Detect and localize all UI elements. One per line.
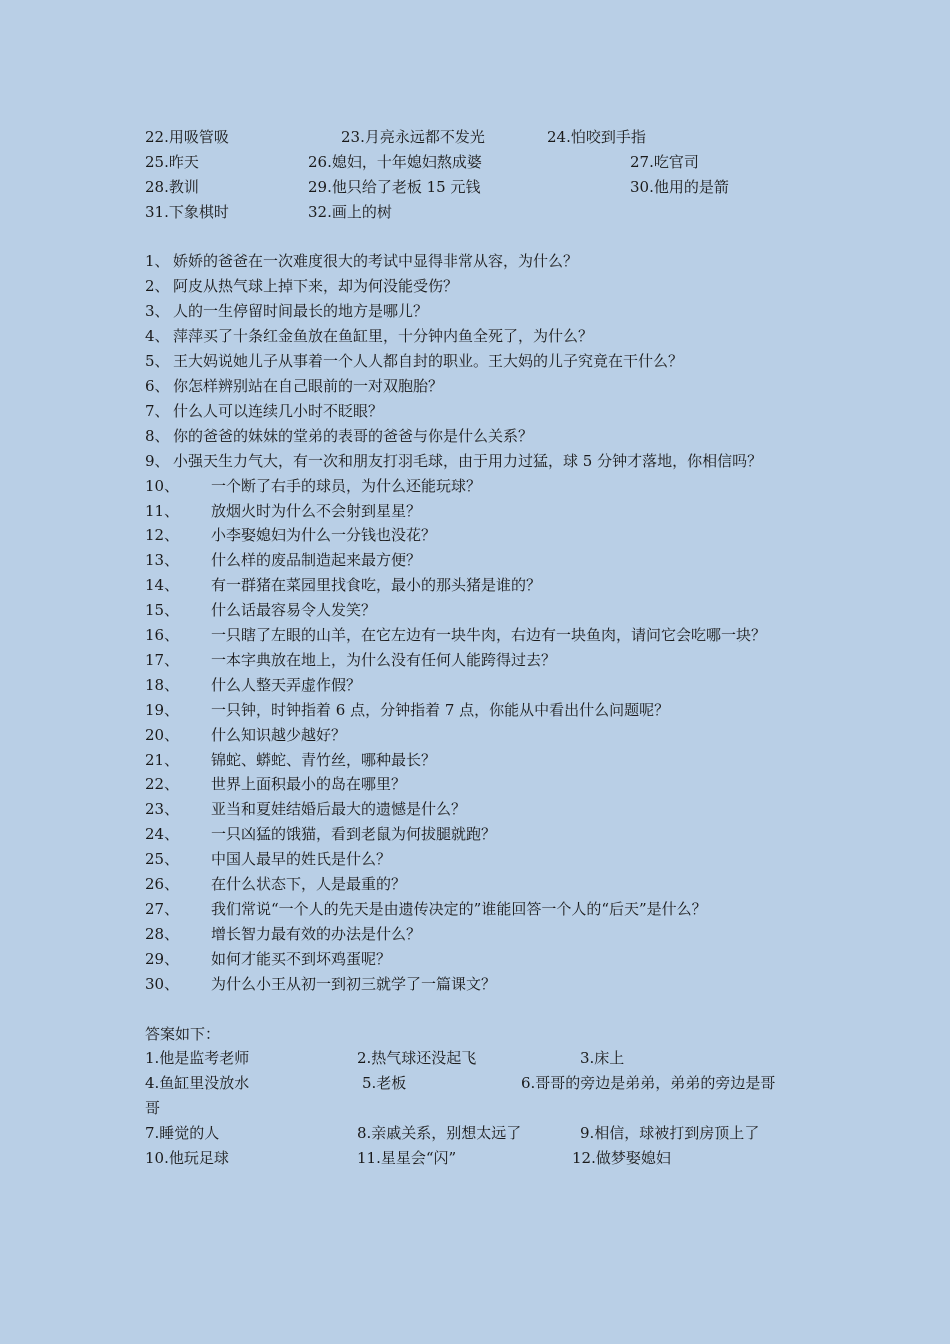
question-number: 20、 xyxy=(145,725,180,744)
answer-item: 10.他玩足球 xyxy=(145,1148,229,1167)
question-text: 为什么小王从初一到初三就学了一篇课文？ xyxy=(211,974,497,993)
question-item xyxy=(145,698,810,723)
question-item xyxy=(145,922,810,947)
answer-item: 25.昨天 xyxy=(145,152,199,171)
question-text: 小强天生力气大，有一次和朋友打羽毛球，由于用力过猛，球 5 分钟才落地，你相信吗？ xyxy=(173,451,763,470)
answer-item: 9.相信，球被打到房顶上了 xyxy=(580,1124,760,1143)
question-number: 27、 xyxy=(145,900,180,919)
question-text: 一本字典放在地上，为什么没有任何人能跨得过去？ xyxy=(211,650,557,669)
question-number: 22、 xyxy=(145,775,180,794)
question-number: 16、 xyxy=(145,626,180,645)
answer-item: 22.用吸管吸 xyxy=(145,128,229,146)
question-text: 增长智力最有效的办法是什么？ xyxy=(211,924,422,943)
question-number: 26、 xyxy=(145,875,180,894)
question-number: 4、 xyxy=(145,327,170,346)
top-answers-row-2 xyxy=(145,150,810,175)
question-item xyxy=(145,324,810,349)
question-text: 在什么状态下，人是最重的？ xyxy=(211,875,407,894)
answer-item: 29.他只给了老板 15 元钱 xyxy=(308,177,481,196)
question-text: 王大妈说她儿子从事着一个人人都自封的职业。王大妈的儿子究竟在干什么？ xyxy=(173,352,684,371)
document-content xyxy=(145,125,810,1171)
question-text: 什么样的废品制造起来最方便？ xyxy=(211,551,422,570)
question-number: 18、 xyxy=(145,675,180,694)
question-item xyxy=(145,499,810,524)
top-answers-row-4 xyxy=(145,200,810,225)
answers-row-3 xyxy=(145,1121,810,1146)
question-item xyxy=(145,623,810,648)
answer-item: 6.哥哥的旁边是弟弟，弟弟的旁边是哥 xyxy=(521,1074,776,1093)
question-item xyxy=(145,648,810,673)
question-item xyxy=(145,723,810,748)
question-number: 23、 xyxy=(145,800,180,819)
question-text: 小李娶媳妇为什么一分钱也没花？ xyxy=(211,526,437,545)
question-item xyxy=(145,847,810,872)
question-text: 我们常说“一个人的先天是由遗传决定的”谁能回答一个人的“后天”是什么？ xyxy=(211,900,707,919)
question-number: 25、 xyxy=(145,850,180,869)
answer-item: 1.他是监考老师 xyxy=(145,1049,250,1068)
question-text: 放烟火时为什么不会射到星星？ xyxy=(211,501,422,520)
question-item xyxy=(145,299,810,324)
answer-item: 12.做梦娶媳妇 xyxy=(572,1148,671,1167)
question-number: 2、 xyxy=(145,277,170,296)
question-text: 你怎样辨别站在自己眼前的一对双胞胎？ xyxy=(173,376,444,395)
answers-row-1 xyxy=(145,1046,810,1071)
question-number: 5、 xyxy=(145,352,170,371)
question-item xyxy=(145,523,810,548)
top-answers-row-1 xyxy=(145,125,810,150)
question-number: 21、 xyxy=(145,750,180,769)
question-item xyxy=(145,872,810,897)
question-item xyxy=(145,399,810,424)
question-text: 一个断了右手的球员，为什么还能玩球？ xyxy=(211,476,482,495)
question-text: 你的爸爸的妹妹的堂弟的表哥的爸爸与你是什么关系？ xyxy=(173,426,534,445)
question-number: 17、 xyxy=(145,650,180,669)
question-text: 锦蛇、蟒蛇、青竹丝，哪种最长？ xyxy=(211,750,437,769)
question-number: 11、 xyxy=(145,501,180,520)
answer-item: 11.星星会“闪” xyxy=(357,1148,457,1167)
answer-item: 24.怕咬到手指 xyxy=(547,128,646,146)
question-text: 人的一生停留时间最长的地方是哪儿？ xyxy=(173,302,429,321)
question-item xyxy=(145,374,810,399)
question-number: 29、 xyxy=(145,949,180,968)
answer-item: 2.热气球还没起飞 xyxy=(357,1049,477,1068)
question-item xyxy=(145,947,810,972)
question-number: 10、 xyxy=(145,476,180,495)
question-text: 如何才能买不到坏鸡蛋呢？ xyxy=(211,949,392,968)
question-item xyxy=(145,573,810,598)
answer-item: 31.下象棋时 xyxy=(145,202,229,221)
question-number: 14、 xyxy=(145,576,180,595)
question-text: 一只瞎了左眼的山羊，在它左边有一块牛肉，右边有一块鱼肉，请问它会吃哪一块？ xyxy=(211,626,767,645)
question-number: 15、 xyxy=(145,601,180,620)
question-text: 阿皮从热气球上掉下来，却为何没能受伤？ xyxy=(173,277,459,296)
question-item xyxy=(145,548,810,573)
spacer xyxy=(145,997,810,1022)
question-number: 6、 xyxy=(145,376,170,395)
question-item xyxy=(145,897,810,922)
question-item xyxy=(145,274,810,299)
question-item xyxy=(145,424,810,449)
question-item xyxy=(145,249,810,274)
question-item xyxy=(145,349,810,374)
answers-row-2 xyxy=(145,1071,810,1096)
answer-item: 26.媳妇，十年媳妇熬成婆 xyxy=(308,152,482,171)
question-number: 12、 xyxy=(145,526,180,545)
answer-item: 32.画上的树 xyxy=(308,202,392,221)
question-text: 什么话最容易令人发笑？ xyxy=(211,601,377,620)
question-item xyxy=(145,748,810,773)
answers-row-2-wrap: 哥 xyxy=(145,1099,161,1118)
question-number: 13、 xyxy=(145,551,180,570)
question-number: 30、 xyxy=(145,974,180,993)
answer-item: 8.亲戚关系，别想太远了 xyxy=(357,1124,522,1143)
question-number: 19、 xyxy=(145,700,180,719)
answer-item: 3.床上 xyxy=(580,1049,625,1068)
answers-heading: 答案如下： xyxy=(145,1024,221,1043)
answer-item: 7.睡觉的人 xyxy=(145,1124,220,1143)
question-text: 娇娇的爸爸在一次难度很大的考试中显得非常从容，为什么？ xyxy=(173,252,579,271)
answer-item: 30.他用的是箭 xyxy=(630,177,729,196)
question-number: 9、 xyxy=(145,451,170,470)
question-text: 一只钟，时钟指着 6 点，分钟指着 7 点，你能从中看出什么问题呢？ xyxy=(211,700,670,719)
question-text: 什么人可以连续几小时不眨眼？ xyxy=(173,401,384,420)
answers-row-4 xyxy=(145,1146,810,1171)
question-item xyxy=(145,598,810,623)
question-number: 7、 xyxy=(145,401,170,420)
question-text: 一只凶猛的饿猫，看到老鼠为何拔腿就跑？ xyxy=(211,825,497,844)
question-number: 28、 xyxy=(145,924,180,943)
question-number: 3、 xyxy=(145,302,170,321)
question-text: 亚当和夏娃结婚后最大的遗憾是什么？ xyxy=(211,800,467,819)
question-item xyxy=(145,449,810,474)
question-number: 24、 xyxy=(145,825,180,844)
question-number: 8、 xyxy=(145,426,170,445)
spacer xyxy=(145,225,810,250)
question-item xyxy=(145,797,810,822)
question-text: 中国人最早的姓氏是什么？ xyxy=(211,850,392,869)
question-item xyxy=(145,474,810,499)
answer-item: 4.鱼缸里没放水 xyxy=(145,1074,250,1093)
answer-item: 27.吃官司 xyxy=(630,152,699,171)
answer-item: 5.老板 xyxy=(362,1074,407,1093)
question-text: 什么人整天弄虚作假？ xyxy=(211,675,362,694)
question-item xyxy=(145,972,810,997)
top-answers-row-3 xyxy=(145,175,810,200)
question-text: 世界上面积最小的岛在哪里？ xyxy=(211,775,407,794)
question-text: 有一群猪在菜园里找食吃，最小的那头猪是谁的？ xyxy=(211,576,542,595)
question-item xyxy=(145,772,810,797)
question-number: 1、 xyxy=(145,252,170,271)
question-item xyxy=(145,673,810,698)
question-text: 萍萍买了十条红金鱼放在鱼缸里，十分钟内鱼全死了，为什么？ xyxy=(173,327,594,346)
answer-item: 28.教训 xyxy=(145,177,199,196)
question-text: 什么知识越少越好？ xyxy=(211,725,347,744)
answer-item: 23.月亮永远都不发光 xyxy=(341,128,485,146)
question-item xyxy=(145,822,810,847)
